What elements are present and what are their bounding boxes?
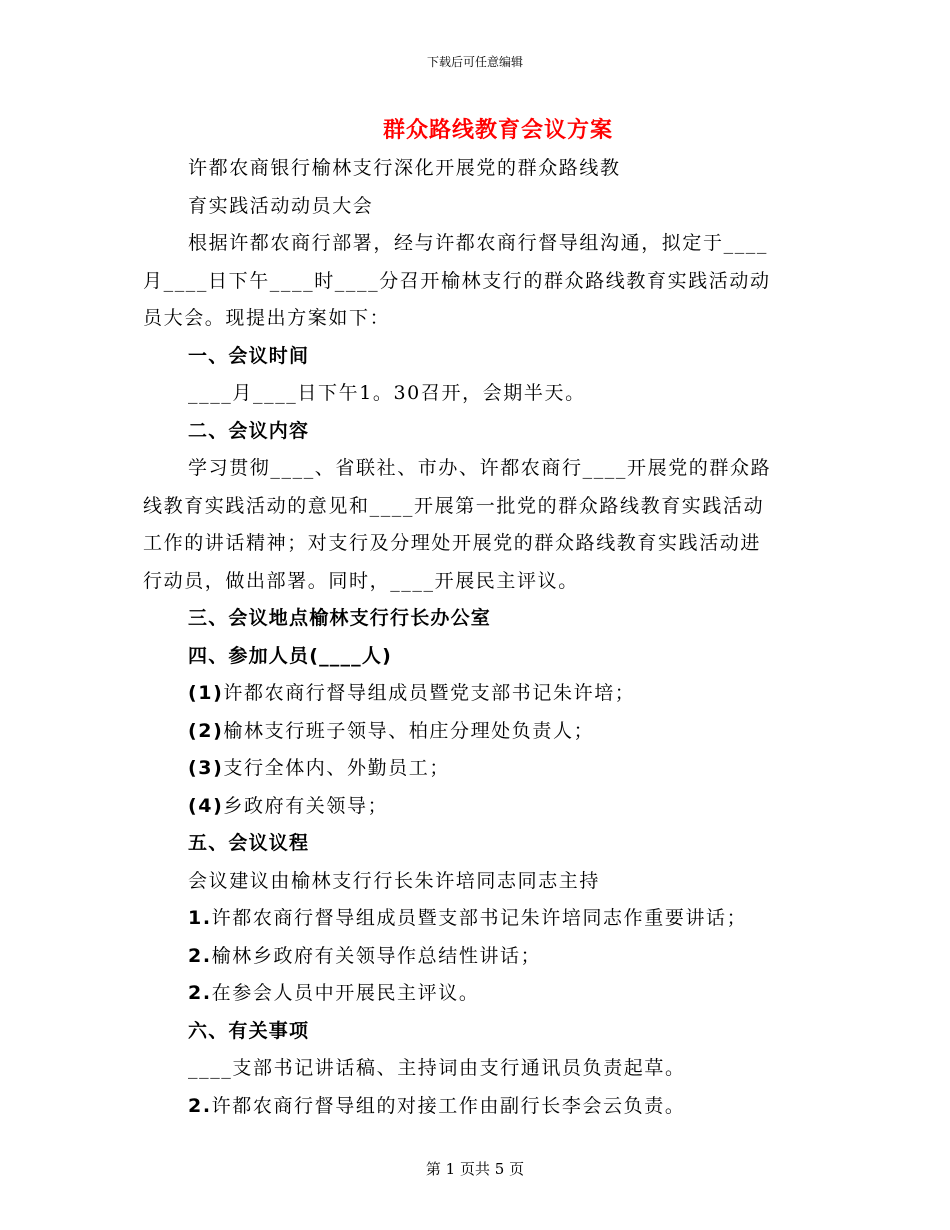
subtitle-line-2: 育实践活动动员大会 xyxy=(188,194,374,217)
section-text-agenda: 会议建议由榆林支行行长朱许培同志同志主持 xyxy=(188,869,601,892)
section-heading-matters: 六、有关事项 xyxy=(188,1019,310,1042)
section-text-matters: ____支部书记讲话稿、主持词由支行通讯员负责起草。 xyxy=(188,1057,686,1079)
section-text-content-2: 线教育实践活动的意见和____开展第一批党的群众路线教育实践活动 xyxy=(143,494,765,517)
list-item-text: 许都农商行督导组成员暨支部书记朱许培同志作重要讲话； xyxy=(211,907,748,929)
list-item-text: 乡政府有关领导； xyxy=(223,794,389,817)
list-item-number: (1) xyxy=(188,682,224,704)
list-item xyxy=(143,938,803,976)
list-item xyxy=(143,900,803,938)
list-item-number: (3) xyxy=(188,757,224,779)
section-heading-time: 一、会议时间 xyxy=(188,344,310,367)
list-item-number: 2. xyxy=(188,944,212,967)
list-item xyxy=(143,675,803,713)
section-heading-location: 三、会议地点榆林支行行长办公室 xyxy=(188,607,492,629)
list-item-text: 支行全体内、外勤员工； xyxy=(223,757,450,779)
list-item-number: 2. xyxy=(188,1094,212,1117)
list-item-text: 许都农商行督导组成员暨党支部书记朱许培； xyxy=(223,682,636,704)
list-item xyxy=(143,1088,803,1126)
list-item-number: (2) xyxy=(188,719,224,742)
subtitle-line-1: 许都农商银行榆林支行深化开展党的群众路线教 xyxy=(188,157,621,179)
list-item-number: 2. xyxy=(188,982,212,1004)
list-item xyxy=(143,975,803,1013)
section-text-content-3: 工作的讲话精神；对支行及分理处开展党的群众路线教育实践活动进 xyxy=(143,532,762,554)
section-heading-attendees: 四、参加人员(____人) xyxy=(188,644,392,667)
section-heading-agenda: 五、会议议程 xyxy=(188,832,310,854)
page-footer: 第 1 页共 5 页 xyxy=(425,1160,525,1178)
document-body xyxy=(143,150,803,1125)
section-text-time: ____月____日下午1。30召开，会期半天。 xyxy=(188,382,586,404)
header-note: 下载后可任意编辑 xyxy=(426,55,523,69)
list-item-text: 榆林支行班子领导、柏庄分理处负责人； xyxy=(223,719,595,742)
list-item-number: 1. xyxy=(188,907,212,929)
intro-line-2: 月____日下午____时____分召开榆林支行的群众路线教育实践活动动 xyxy=(143,269,771,292)
section-text-content-1: 学习贯彻____、省联社、市办、许都农商行____开展党的群众路 xyxy=(188,457,772,479)
list-item xyxy=(143,750,803,788)
list-item-number: (4) xyxy=(188,794,224,817)
list-item-text: 榆林乡政府有关领导作总结性讲话； xyxy=(211,944,542,967)
list-item xyxy=(143,713,803,751)
list-item xyxy=(143,788,803,826)
intro-line-3: 员大会。现提出方案如下： xyxy=(143,307,391,329)
list-item-text: 在参会人员中开展民主评议。 xyxy=(211,982,480,1004)
section-text-content-4: 行动员，做出部署。同时，____开展民主评议。 xyxy=(143,569,579,592)
intro-line-1: 根据许都农商行部署，经与许都农商行督导组沟通，拟定于____ xyxy=(188,232,769,254)
section-heading-content: 二、会议内容 xyxy=(188,419,310,442)
document-title: 群众路线教育会议方案 xyxy=(382,117,613,143)
list-item-text: 许都农商行督导组的对接工作由副行长李会云负责。 xyxy=(211,1094,686,1117)
